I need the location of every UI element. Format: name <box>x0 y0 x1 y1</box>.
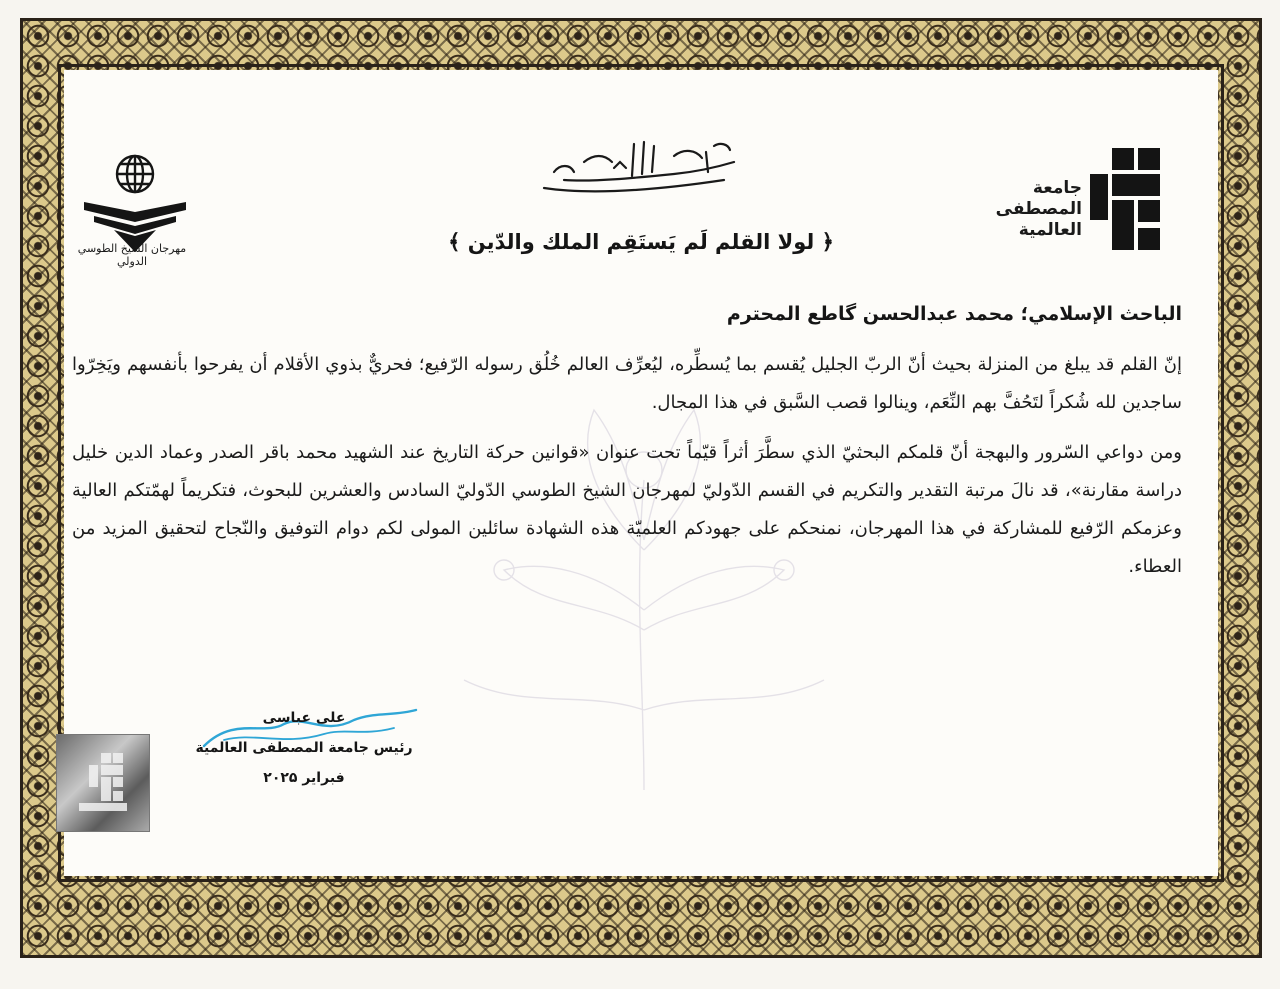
hologram-seal-icon <box>56 734 150 832</box>
addressee-line: الباحث الإسلامي؛ محمد عبدالحسن گاطع المحترم <box>726 303 1182 325</box>
al-mustafa-logo-text: جامعة المصطفی العالمية <box>995 178 1082 240</box>
body-paragraph-2: ومن دواعي السّرور والبهجة أنّ قلمكم البحثيّ الذي سطَّرَ أثراً قيّماً تحت عنوان «قوانين حركة التاريخ عند الشهيد محمد باقر الصدر وعماد الدين خليل دراسة مقارنة»، قد نالَ مرتبة التقدير والتكريم في القسم الدّوليّ لمهرجان الشيخ الطوسي الدّوليّ السادس والعشرين للبحوث، فتكريماً لهمّتكم العالية وعزمكم الرّفيع للمشاركة في هذا المهرجان، نمنحكم على جهودكم العلميّة هذه الشهادة سائلين المولى لكم دوام التوفيق والنّجاح لتحقيق المزيد من العطاء. <box>72 442 1182 577</box>
signer-title: رئيس جامعة المصطفی العالمية <box>195 740 413 756</box>
certificate-body <box>72 346 1182 598</box>
body-paragraph-1: إنّ القلم قد يبلغ من المنزلة بحيث أنّ الربّ الجليل يُقسم بما يُسطِّره، ليُعرِّف العالم خُلُق رسوله الرّفيع؛ فحريٌّ بذوي الأقلام أن يفرحوا بأنفسهم ويَخِرّوا ساجدين لله شُكراً لتَحُفَّ بهم النِّعَم، وينالوا قصب السَّبق في هذا المجال. <box>72 354 1182 413</box>
issue-date: فبراير ۲۰۲۵ <box>263 770 345 786</box>
signer-name: علی عباسی <box>262 710 346 726</box>
hologram-logo-mark <box>77 751 129 815</box>
signature-block <box>164 710 444 800</box>
certificate-content <box>64 70 1218 876</box>
calligraphy-basmala-icon <box>524 132 754 206</box>
globe-book-logo-icon <box>80 150 190 254</box>
motto-heading: ﴿ لولا القلم لَم يَستَقِم الملك والدّين ﴾ <box>448 230 834 254</box>
festival-logo-caption: مهرجان الشيخ الطوسي الدولي <box>77 242 187 268</box>
